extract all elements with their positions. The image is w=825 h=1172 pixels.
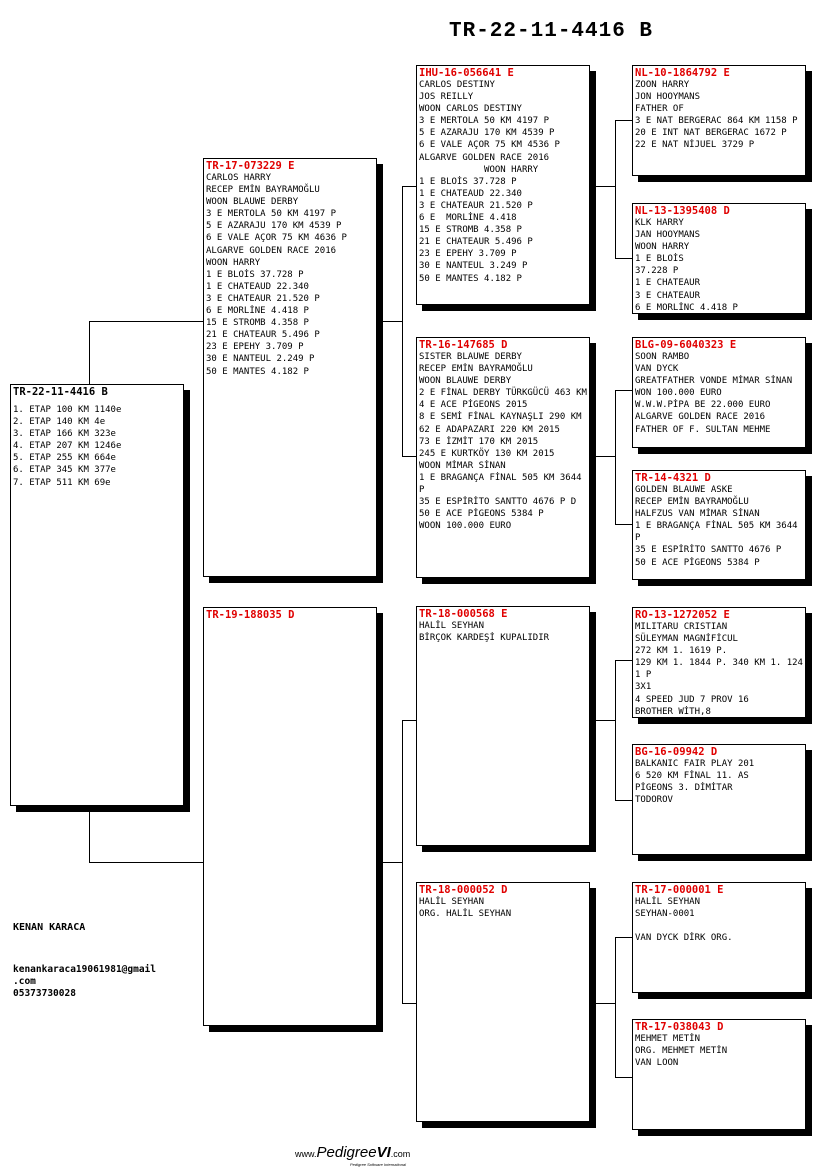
detail-line: 22 E NAT NİJUEL 3729 P	[635, 140, 755, 151]
detail-line: FATHER OF F. SULTAN MEHME	[635, 424, 771, 435]
detail-line: GREATFATHER VONDE MİMAR SİNAN	[635, 376, 793, 387]
connector-line	[615, 390, 616, 524]
pigeon-box-sdd[interactable]	[632, 470, 806, 580]
connector-line	[589, 456, 615, 457]
detail-line	[635, 920, 803, 932]
detail-line: 1 E CHATEAUD 22.340	[419, 188, 522, 199]
detail-line: 129 KM 1. 1844 P. 340 KM 1. 1241 P	[635, 658, 803, 681]
connector-line	[615, 120, 632, 121]
pigeon-box-dam-sire[interactable]	[416, 606, 590, 846]
detail-line: FATHER OF	[635, 104, 684, 115]
pigeon-details	[419, 351, 587, 532]
detail-line: SÜLEYMAN MAGNİFİCUL	[635, 634, 738, 645]
detail-line: 3 E NAT BERGERAC 864 KM 1158 P	[635, 116, 798, 127]
pigeon-details	[635, 484, 803, 569]
connector-line	[615, 120, 616, 258]
connector-line	[615, 524, 632, 525]
detail-line: 272 KM 1. 1619 P.	[635, 646, 728, 657]
detail-line: WOON HARRY	[419, 164, 539, 175]
page-title: TR-22-11-4416 B	[449, 20, 654, 43]
connector-line	[402, 186, 403, 456]
pigeon-box-sire-dam[interactable]	[416, 337, 590, 578]
connector-line	[615, 390, 632, 391]
detail-line: SEYHAN-0001	[635, 909, 695, 920]
ring-number: NL-13-1395408 D	[635, 205, 730, 217]
detail-line: BROTHER WİTH,8	[635, 706, 711, 717]
ring-number: IHU-16-056641 E	[419, 67, 514, 79]
ring-number: TR-18-000568 E	[419, 608, 508, 620]
detail-line: 23 E EPEHY 3.709 P	[206, 342, 304, 353]
detail-line: ALGARVE GOLDEN RACE 2016	[206, 245, 337, 256]
connector-line	[402, 186, 417, 187]
detail-line: WOON 100.000 EURO	[419, 521, 512, 532]
detail-line: ORG. HALİL SEYHAN	[419, 909, 512, 920]
pigeon-details	[419, 79, 587, 285]
pigeon-details	[419, 620, 587, 644]
detail-line: WOON BLAUWE DERBY	[419, 376, 512, 387]
detail-line: WON 100.000 EURO	[635, 388, 722, 399]
detail-line: 50 E ACE PİGEONS 5384 P	[419, 509, 544, 520]
connector-line	[89, 321, 204, 322]
detail-line: 6. ETAP 345 KM 377e	[13, 465, 116, 476]
pigeon-details	[635, 896, 803, 944]
detail-line: 23 E EPEHY 3.709 P	[419, 249, 517, 260]
detail-line: W.W.W.PİPA BE 22.000 EURO	[635, 400, 771, 411]
pigeon-box-ssd[interactable]	[632, 203, 806, 314]
detail-line: 4 SPEED JUD 7 PROV 16	[635, 694, 749, 705]
detail-line: 5 E AZARAJU 170 KM 4539 P	[206, 221, 342, 232]
connector-line	[376, 862, 402, 863]
detail-line: 73 E İZMİT 170 KM 2015	[419, 436, 539, 447]
pigeon-box-dss[interactable]	[632, 607, 806, 718]
detail-line: 1. ETAP 100 KM 1140e	[13, 405, 122, 415]
detail-line: CARLOS HARRY	[206, 173, 272, 183]
owner-contact	[13, 964, 156, 1000]
detail-line: 6 E VALE AÇOR 75 KM 4636 P	[206, 233, 347, 244]
detail-line: JON HOOYMANS	[635, 92, 701, 103]
detail-line: 1 E BRAGANÇA FİNAL 505 KM 3644 P	[635, 521, 803, 544]
connector-line	[589, 1003, 615, 1004]
detail-line: MEHMET METİN	[635, 1034, 701, 1044]
connector-line	[402, 456, 417, 457]
detail-line: JOS REILLY	[419, 92, 474, 103]
detail-line: VAN DYCK	[635, 364, 679, 375]
connector-line	[615, 800, 632, 801]
detail-line: 6 E MORLİNE 4.418	[419, 213, 517, 224]
detail-line: 21 E CHATEAUR 5.496 P	[206, 330, 320, 341]
detail-line: 20 E INT NAT BERGERAC 1672 P	[635, 128, 787, 139]
ring-number: RO-13-1272052 E	[635, 609, 730, 621]
detail-line: TODOROV	[635, 795, 673, 806]
detail-line: BALKANIC FAIR PLAY 201	[635, 759, 755, 769]
pigeon-box-ddd[interactable]	[632, 1019, 806, 1130]
detail-line: WOON HARRY	[635, 242, 690, 253]
ring-number: TR-17-073229 E	[206, 160, 295, 172]
detail-line: HALİL SEYHAN	[635, 897, 701, 907]
detail-line: WOON HARRY	[206, 257, 261, 268]
detail-line: SOON RAMBO	[635, 352, 690, 362]
detail-line: 35 E ESPİRİTO SANTTO 4676 P D	[419, 497, 577, 508]
detail-line: RECEP EMİN BAYRAMOĞLU	[635, 497, 749, 508]
owner-name: KENAN KARACA	[13, 922, 86, 933]
pigeon-box-dsd[interactable]	[632, 744, 806, 855]
detail-line: 37.228 P	[635, 266, 679, 277]
detail-line: 50 E MANTES 4.182 P	[419, 273, 522, 284]
connector-line	[89, 806, 90, 862]
detail-line: 1 E BLOİS 37.728 P	[419, 176, 517, 187]
detail-line: 15 E STROMB 4.358 P	[419, 225, 522, 236]
detail-line: 5. ETAP 255 KM 664e	[13, 453, 116, 464]
pigeon-details	[635, 1033, 803, 1069]
detail-line: 5 E AZARAJU 170 KM 4539 P	[419, 128, 555, 139]
ring-number: BG-16-09942 D	[635, 746, 718, 758]
detail-line: WOON CARLOS DESTINY	[419, 104, 522, 115]
detail-line: ALGARVE GOLDEN RACE 2016	[635, 412, 766, 423]
detail-line: 50 E MANTES 4.182 P	[206, 366, 309, 377]
connector-line	[615, 660, 632, 661]
pigeon-box-sire-sire[interactable]	[416, 65, 590, 305]
detail-line: MILITARU CRISTIAN	[635, 622, 728, 632]
detail-line: 3 E CHATEAUR 21.520 P	[419, 200, 533, 211]
pigeon-box-sire[interactable]	[203, 158, 377, 577]
detail-line: 8 E SEMİ FİNAL KAYNAŞLI 290 KM	[419, 412, 582, 423]
detail-line: 3 E MERTOLA 50 KM 4197 P	[419, 116, 550, 127]
pigeon-details	[635, 217, 803, 314]
detail-line: 15 E STROMB 4.358 P	[206, 318, 309, 329]
detail-line: 1 E BLOİS 37.728 P	[206, 269, 304, 280]
detail-line: WOON MİMAR SİNAN	[419, 460, 506, 471]
detail-line: HALİL SEYHAN	[419, 621, 485, 631]
ring-number: TR-17-000001 E	[635, 884, 724, 896]
detail-line: 1 E CHATEAUR	[635, 278, 701, 289]
detail-line: HALİL SEYHAN	[419, 897, 485, 907]
detail-line: CARLOS DESTINY	[419, 80, 495, 90]
connector-line	[615, 937, 632, 938]
ring-number: BLG-09-6040323 E	[635, 339, 737, 351]
detail-line: 6 E VALE AÇOR 75 KM 4536 P	[419, 140, 560, 151]
connector-line	[89, 321, 90, 384]
detail-line: 62 E ADAPAZARI 220 KM 2015	[419, 424, 560, 435]
detail-line: 245 E KURTKÖY 130 KM 2015	[419, 448, 555, 459]
detail-line: 3 E CHATEAUR	[635, 290, 701, 301]
detail-line: ALGARVE GOLDEN RACE 2016	[419, 152, 550, 163]
connector-line	[89, 862, 204, 863]
owner-email-line2: .com	[13, 976, 36, 987]
detail-line: 30 E NANTEUL 3.249 P	[419, 261, 528, 272]
detail-line: 7. ETAP 511 KM 69e	[13, 477, 111, 488]
detail-line: 3 E CHATEAUR 21.520 P	[206, 293, 320, 304]
detail-line: 50 E ACE PİGEONS 5384 P	[635, 557, 760, 568]
detail-line: 21 E CHATEAUR 5.496 P	[419, 237, 533, 248]
pigeon-box-subject[interactable]	[10, 384, 184, 806]
detail-line: HALFZUS VAN MİMAR SİNAN	[635, 509, 760, 520]
pigeon-box-dam[interactable]	[203, 607, 377, 1026]
pigeon-box-dds[interactable]	[632, 882, 806, 993]
detail-line: WOON BLAUWE DERBY	[206, 197, 299, 208]
detail-line: 1 E CHATEAUD 22.340	[206, 281, 309, 292]
detail-line: GOLDEN BLAUWE ASKE	[635, 485, 733, 495]
detail-line: JAN HOOYMANS	[635, 230, 701, 241]
connector-line	[402, 1003, 417, 1004]
detail-line: KLK HARRY	[635, 218, 684, 228]
ring-number: TR-19-188035 D	[206, 609, 295, 621]
detail-line: VAN LOON	[635, 1058, 679, 1069]
detail-line: 3X1	[635, 682, 652, 693]
detail-line: SISTER BLAUWE DERBY	[419, 352, 522, 362]
owner-phone: 05373730028	[13, 988, 76, 999]
pigeon-details	[419, 896, 587, 920]
detail-line: 4 E ACE PİGEONS 2015	[419, 400, 528, 411]
ring-number: TR-18-000052 D	[419, 884, 508, 896]
detail-line: 30 E NANTEUL 2.249 P	[206, 354, 315, 365]
detail-line: 6 E MORLİNE 4.418 P	[206, 306, 309, 317]
connector-line	[402, 720, 417, 721]
connector-line	[402, 720, 403, 1003]
detail-line: 6 E MORLİNC 4.418 P	[635, 302, 738, 313]
detail-line: 1 E BRAGANÇA FİNAL 505 KM 3644 P	[419, 472, 587, 496]
detail-line: 6 520 KM FİNAL 11. AS	[635, 771, 749, 782]
detail-line: 3 E MERTOLA 50 KM 4197 P	[206, 209, 337, 220]
pigeon-details	[635, 758, 803, 806]
ring-number: TR-16-147685 D	[419, 339, 508, 351]
detail-line: 1 E BLOİS	[635, 254, 684, 265]
detail-line: BİRÇOK KARDEŞİ KUPALIDIR	[419, 633, 550, 644]
detail-line: VAN DYCK DİRK ORG.	[635, 933, 733, 944]
pigeon-details	[635, 351, 803, 436]
owner-email-line1: kenankaraca19061981@gmail	[13, 964, 156, 975]
detail-line: ZOON HARRY	[635, 80, 690, 90]
pedigreevi-logo: www.PedigreeVI.com Pedigree Software International	[295, 1144, 411, 1167]
pigeon-details	[13, 404, 181, 489]
connector-line	[615, 258, 632, 259]
ring-number: NL-10-1864792 E	[635, 67, 730, 79]
pigeon-details	[635, 79, 803, 152]
connector-line	[589, 720, 615, 721]
connector-line	[615, 1077, 632, 1078]
ring-number: TR-22-11-4416 B	[13, 386, 108, 398]
pigeon-details	[206, 172, 374, 378]
pigeon-box-sss[interactable]	[632, 65, 806, 176]
detail-line: PİGEONS 3. DİMİTAR	[635, 783, 733, 794]
detail-line: RECEP EMİN BAYRAMOĞLU	[419, 364, 533, 375]
connector-line	[615, 660, 616, 800]
connector-line	[589, 186, 615, 187]
detail-line: ORG. MEHMET METİN	[635, 1046, 728, 1057]
connector-line	[376, 321, 402, 322]
detail-line: 4. ETAP 207 KM 1246e	[13, 441, 122, 452]
pigeon-box-dam-dam[interactable]	[416, 882, 590, 1122]
detail-line: 3. ETAP 166 KM 323e	[13, 429, 116, 440]
detail-line: 2. ETAP 140 KM 4e	[13, 417, 106, 428]
connector-line	[615, 937, 616, 1077]
pigeon-details	[635, 621, 803, 718]
ring-number: TR-17-038043 D	[635, 1021, 724, 1033]
pigeon-box-sds[interactable]	[632, 337, 806, 448]
detail-line: 2 E FİNAL DERBY TÜRKGÜCÜ 463 KM	[419, 388, 587, 399]
detail-line: RECEP EMİN BAYRAMOĞLU	[206, 185, 320, 196]
ring-number: TR-14-4321 D	[635, 472, 711, 484]
detail-line: 35 E ESPİRİTO SANTTO 4676 P	[635, 545, 782, 556]
